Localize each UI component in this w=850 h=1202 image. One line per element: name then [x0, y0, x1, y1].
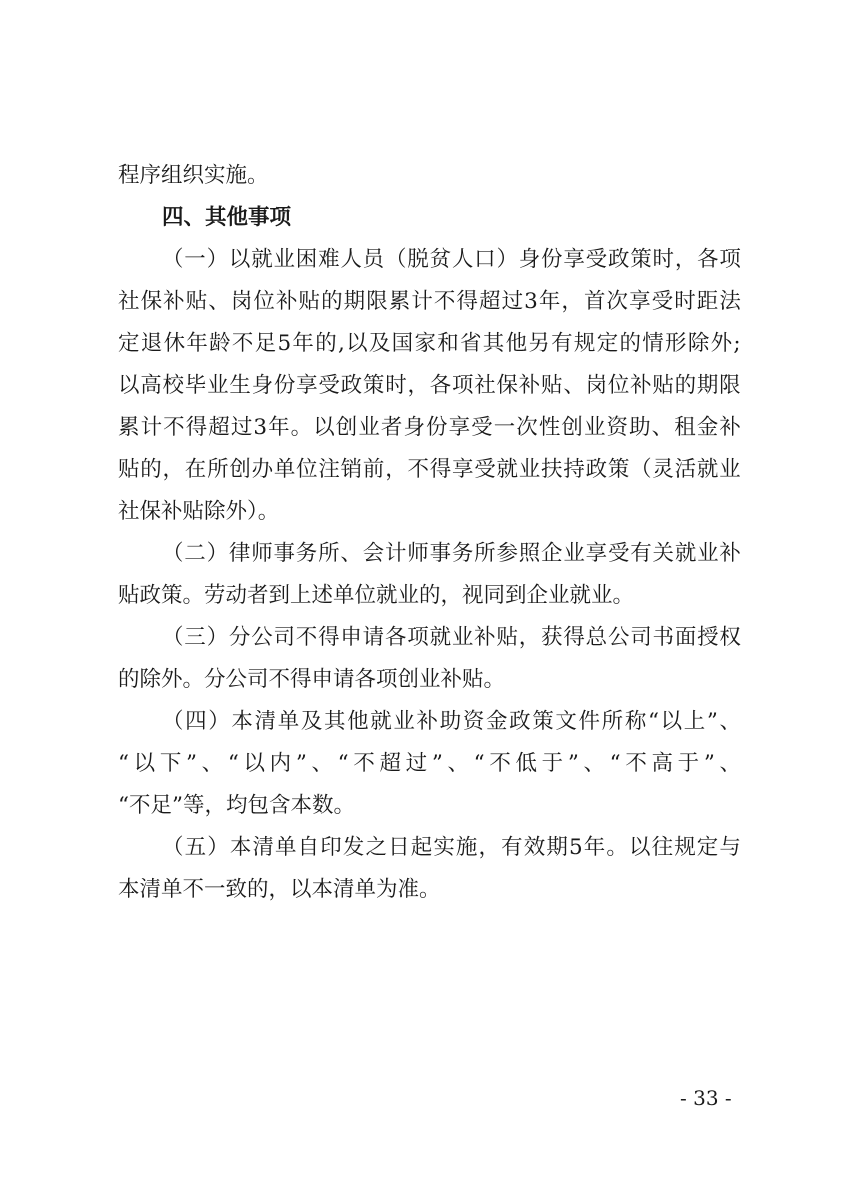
paragraph-line: 贴政策。劳动者到上述单位就业的，视同到企业就业。	[118, 583, 635, 608]
paragraph-line: （ 二 ） 律 师 事 务 所 、 会 计 师 事 务 所 参 照 企 业 享 受 有 关 就 业 补	[162, 541, 741, 566]
paragraph-line: 以 高 校 毕 业 生 身 份 享 受 政 策 时 ， 各 项 社 保 补 贴 、 岗 位 补 贴 的 期 限	[118, 373, 741, 398]
paragraph-continuation: 程序组织实施。	[118, 163, 269, 188]
paragraph-line: “ 以 下 ” 、 “ 以 内 ” 、 “ 不 超 过 ” 、 “ 不 低 于 ” 、 “ 不 高 于 ” 、	[118, 751, 741, 776]
paragraph-line: 本清单不一致的，以本清单为准。	[118, 877, 441, 902]
paragraph-line: 累 计 不 得 超 过 3 年 。 以 创 业 者 身 份 享 受 一 次 性 创 业 资 助 、 租 金 补	[118, 415, 741, 440]
paragraph-line: 社 保 补 贴 、 岗 位 补 贴 的 期 限 累 计 不 得 超 过 3 年 ， 首 次 享 受 时 距 法	[118, 289, 741, 314]
section-heading: 四、其他事项	[162, 205, 292, 230]
paragraph-line: 的除外。分公司不得申请各项创业补贴。	[118, 667, 506, 692]
paragraph-line: “不足”等，均包含本数。	[118, 793, 355, 818]
page-number: - 33 -	[680, 1086, 732, 1110]
paragraph-line: 贴 的 ， 在 所 创 办 单 位 注 销 前 ， 不 得 享 受 就 业 扶 持 政 策 （ 灵 活 就 业	[118, 457, 741, 482]
paragraph-line: （ 四 ） 本 清 单 及 其 他 就 业 补 助 资 金 政 策 文 件 所 称 “ 以 上 ” 、	[162, 709, 741, 734]
paragraph-line: （ 三 ） 分 公 司 不 得 申 请 各 项 就 业 补 贴 ， 获 得 总 公 司 书 面 授 权	[162, 625, 741, 650]
paragraph-line: 定 退 休 年 龄 不 足 5 年 的 , 以 及 国 家 和 省 其 他 另 有 规 定 的 情 形 除 外 ;	[118, 331, 741, 356]
paragraph-line: （ 五 ） 本 清 单 自 印 发 之 日 起 实 施 ， 有 效 期 5 年 。 以 往 规 定 与	[162, 835, 741, 860]
paragraph-line: （ 一 ） 以 就 业 困 难 人 员 （ 脱 贫 人 口 ） 身 份 享 受 政 策 时 ， 各 项	[162, 247, 741, 272]
paragraph-line: 社保补贴除外）。	[118, 499, 280, 524]
